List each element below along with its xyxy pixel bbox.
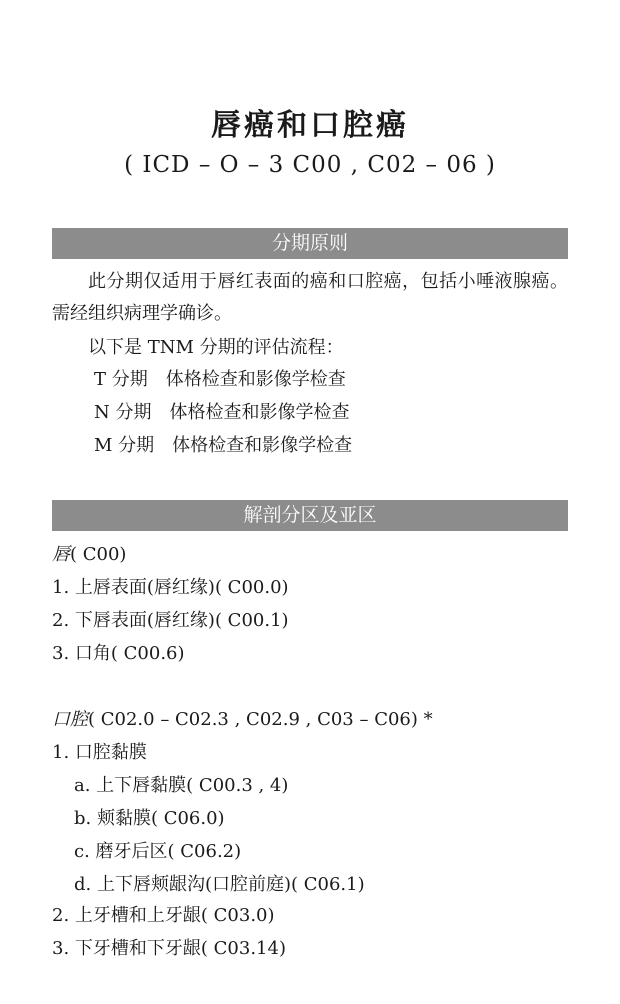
oral-cavity-heading <box>52 708 433 732</box>
n-stage-row: N 分期 体格检查和影像学检查 <box>94 402 350 423</box>
icd-code-subtitle: ( ICD – O – 3 C00 , C02 – 06 ) <box>124 152 496 178</box>
lip-heading-name: 唇 <box>52 544 70 565</box>
intro-paragraph: 此分期仅适用于唇红表面的癌和口腔癌，包括小唾液腺癌。需经组织病理学确诊。 <box>52 271 568 324</box>
oral-item-1c: c. 磨牙后区( C06.2) <box>74 841 242 862</box>
page-title: 唇癌和口腔癌 <box>211 108 409 143</box>
oral-heading-code: ( C02.0 – C02.3 , C02.9 , C03 – C06) * <box>88 709 433 730</box>
oral-item-3: 3. 下牙槽和下牙龈( C03.14) <box>52 938 286 959</box>
oral-item-2: 2. 上牙槽和上牙龈( C03.0) <box>52 905 275 926</box>
lip-item-3: 3. 口角( C00.6) <box>52 643 185 664</box>
lip-heading-code: ( C00) <box>70 544 127 565</box>
lip-item-2: 2. 下唇表面(唇红缘)( C00.1) <box>52 610 289 631</box>
section-header-anatomical-sites: 解剖分区及亚区 <box>52 500 568 531</box>
section-header-staging-principles: 分期原则 <box>52 228 568 259</box>
oral-item-1: 1. 口腔黏膜 <box>52 742 147 763</box>
oral-item-1a: a. 上下唇黏膜( C00.3 , 4) <box>74 775 289 796</box>
lip-heading <box>52 543 126 567</box>
m-stage-row: M 分期 体格检查和影像学检查 <box>94 435 353 456</box>
oral-item-1d: d. 上下唇颊龈沟(口腔前庭)( C06.1) <box>74 874 365 895</box>
oral-item-1b: b. 颊黏膜( C06.0) <box>74 808 225 829</box>
oral-heading-name: 口腔 <box>52 709 88 730</box>
lip-item-1: 1. 上唇表面(唇红缘)( C00.0) <box>52 577 289 598</box>
t-stage-row: T 分期 体格检查和影像学检查 <box>94 369 346 390</box>
tnm-flow-intro: 以下是 TNM 分期的评估流程： <box>88 337 344 358</box>
